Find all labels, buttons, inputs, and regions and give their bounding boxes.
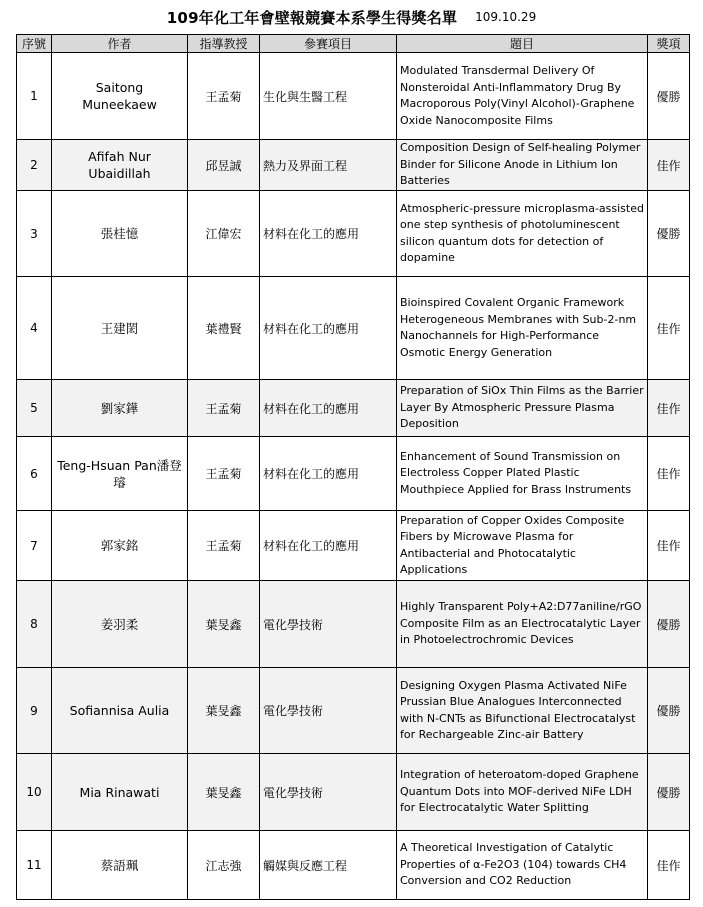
table-row <box>17 191 690 277</box>
table-header-row <box>17 35 690 53</box>
row-topic: Modulated Transdermal Delivery Of Nonsteroidal Anti-Inflammatory Drug By Macroporous Poly(Vinyl Alcohol)-Graphene Oxide Nanocomposite Films <box>397 53 648 140</box>
row-advisor: 王孟菊 <box>188 511 260 581</box>
table-row <box>17 581 690 668</box>
col-header-author: 作者 <box>52 35 188 53</box>
row-topic: A Theoretical Investigation of Catalytic Properties of α-Fe2O3 (104) towards CH4 Conversion and CO2 Reduction <box>397 831 648 900</box>
row-number: 8 <box>17 581 52 668</box>
table-row <box>17 754 690 831</box>
row-author <box>52 53 188 140</box>
row-advisor: 葉旻鑫 <box>188 581 260 668</box>
row-author <box>52 831 188 900</box>
row-advisor: 葉禮賢 <box>188 277 260 380</box>
row-award: 佳作 <box>648 437 690 511</box>
row-category: 材料在化工的應用 <box>260 511 397 581</box>
row-award: 優勝 <box>648 668 690 754</box>
row-advisor: 王孟菊 <box>188 380 260 437</box>
page-header <box>0 4 703 30</box>
awards-table <box>16 34 690 900</box>
row-number: 3 <box>17 191 52 277</box>
row-category: 電化學技術 <box>260 581 397 668</box>
row-category: 觸媒與反應工程 <box>260 831 397 900</box>
row-author <box>52 668 188 754</box>
row-author <box>52 191 188 277</box>
col-header-award: 獎項 <box>648 35 690 53</box>
row-advisor: 王孟菊 <box>188 53 260 140</box>
row-category: 材料在化工的應用 <box>260 437 397 511</box>
author-name: 王建閎 <box>100 320 139 336</box>
row-topic: Atmospheric-pressure microplasma-assisted one step synthesis of photoluminescent silicon quantum dots for detection of dopamine <box>397 191 648 277</box>
author-name: 張桂憶 <box>100 226 139 241</box>
row-category: 材料在化工的應用 <box>260 277 397 380</box>
row-advisor: 葉旻鑫 <box>188 754 260 831</box>
row-advisor: 邱昱誠 <box>188 140 260 191</box>
author-name: Teng-Hsuan Pan潘登璿 <box>57 457 182 490</box>
row-number: 4 <box>17 277 52 380</box>
row-topic: Integration of heteroatom-doped Graphene Quantum Dots into MOF-derived NiFe LDH for Electrocatalytic Water Splitting <box>397 754 648 831</box>
row-award: 優勝 <box>648 581 690 668</box>
row-category: 電化學技術 <box>260 754 397 831</box>
row-number: 6 <box>17 437 52 511</box>
col-header-number: 序號 <box>17 35 52 53</box>
row-author <box>52 140 188 191</box>
row-award: 佳作 <box>648 831 690 900</box>
row-number: 5 <box>17 380 52 437</box>
row-topic: Preparation of Copper Oxides Composite Fibers by Microwave Plasma for Antibacterial and Photocatalytic Applications <box>397 511 648 581</box>
author-name: 蔡語珮 <box>100 857 139 873</box>
row-author <box>52 437 188 511</box>
page-title: 109年化工年會壁報競賽本系學生得獎名單 <box>166 8 458 27</box>
row-number: 9 <box>17 668 52 754</box>
row-advisor: 葉旻鑫 <box>188 668 260 754</box>
row-author <box>52 277 188 380</box>
row-category: 電化學技術 <box>260 668 397 754</box>
row-author <box>52 511 188 581</box>
row-advisor: 江志強 <box>188 831 260 900</box>
table-row <box>17 380 690 437</box>
author-name: Saitong Muneekaew <box>82 80 157 112</box>
table-row <box>17 53 690 140</box>
author-name: 劉家鏵 <box>100 400 139 416</box>
row-category: 熱力及界面工程 <box>260 140 397 191</box>
row-award: 優勝 <box>648 53 690 140</box>
row-author <box>52 380 188 437</box>
author-name: 姜羽柔 <box>100 616 139 632</box>
table-row <box>17 277 690 380</box>
row-author <box>52 581 188 668</box>
row-topic: Designing Oxygen Plasma Activated NiFe Prussian Blue Analogues Interconnected with N-CNTs as Bifunctional Electrocatalyst for Rechargeable Zinc-air Battery <box>397 668 648 754</box>
row-award: 佳作 <box>648 277 690 380</box>
row-award: 優勝 <box>648 754 690 831</box>
row-advisor: 王孟菊 <box>188 437 260 511</box>
row-category: 材料在化工的應用 <box>260 380 397 437</box>
col-header-advisor: 指導教授 <box>188 35 260 53</box>
row-award: 佳作 <box>648 511 690 581</box>
row-number: 1 <box>17 53 52 140</box>
row-advisor: 江偉宏 <box>188 191 260 277</box>
author-name: Sofiannisa Aulia <box>69 703 170 718</box>
row-topic: Bioinspired Covalent Organic Framework Heterogeneous Membranes with Sub-2-nm Nanochannels for High-Performance Osmotic Energy Generation <box>397 277 648 380</box>
table-row <box>17 831 690 900</box>
col-header-category: 參賽項目 <box>260 35 397 53</box>
row-topic: Enhancement of Sound Transmission on Electroless Copper Plated Plastic Mouthpiece Applied for Brass Instruments <box>397 437 648 511</box>
row-award: 優勝 <box>648 191 690 277</box>
row-award: 佳作 <box>648 380 690 437</box>
author-name: Mia Rinawati <box>79 784 160 800</box>
row-category: 材料在化工的應用 <box>260 191 397 277</box>
table-row <box>17 140 690 191</box>
row-topic: Preparation of SiOx Thin Films as the Barrier Layer By Atmospheric Pressure Plasma Deposition <box>397 380 648 437</box>
row-award: 佳作 <box>648 140 690 191</box>
row-number: 2 <box>17 140 52 191</box>
col-header-topic: 題目 <box>397 35 648 53</box>
table-row <box>17 511 690 581</box>
author-name: 郭家銘 <box>100 538 139 553</box>
table-row <box>17 668 690 754</box>
row-topic: Highly Transparent Poly+A2:D77aniline/rGO Composite Film as an Electrocatalytic Layer in Photoelectrochromic Devices <box>397 581 648 668</box>
row-author <box>52 754 188 831</box>
row-number: 7 <box>17 511 52 581</box>
author-name: Afifah Nur Ubaidillah <box>88 149 151 181</box>
table-row <box>17 437 690 511</box>
page-date: 109.10.29 <box>475 10 537 24</box>
row-category: 生化與生醫工程 <box>260 53 397 140</box>
row-number: 10 <box>17 754 52 831</box>
row-topic: Composition Design of Self-healing Polymer Binder for Silicone Anode in Lithium Ion Batteries <box>397 140 648 191</box>
row-number: 11 <box>17 831 52 900</box>
